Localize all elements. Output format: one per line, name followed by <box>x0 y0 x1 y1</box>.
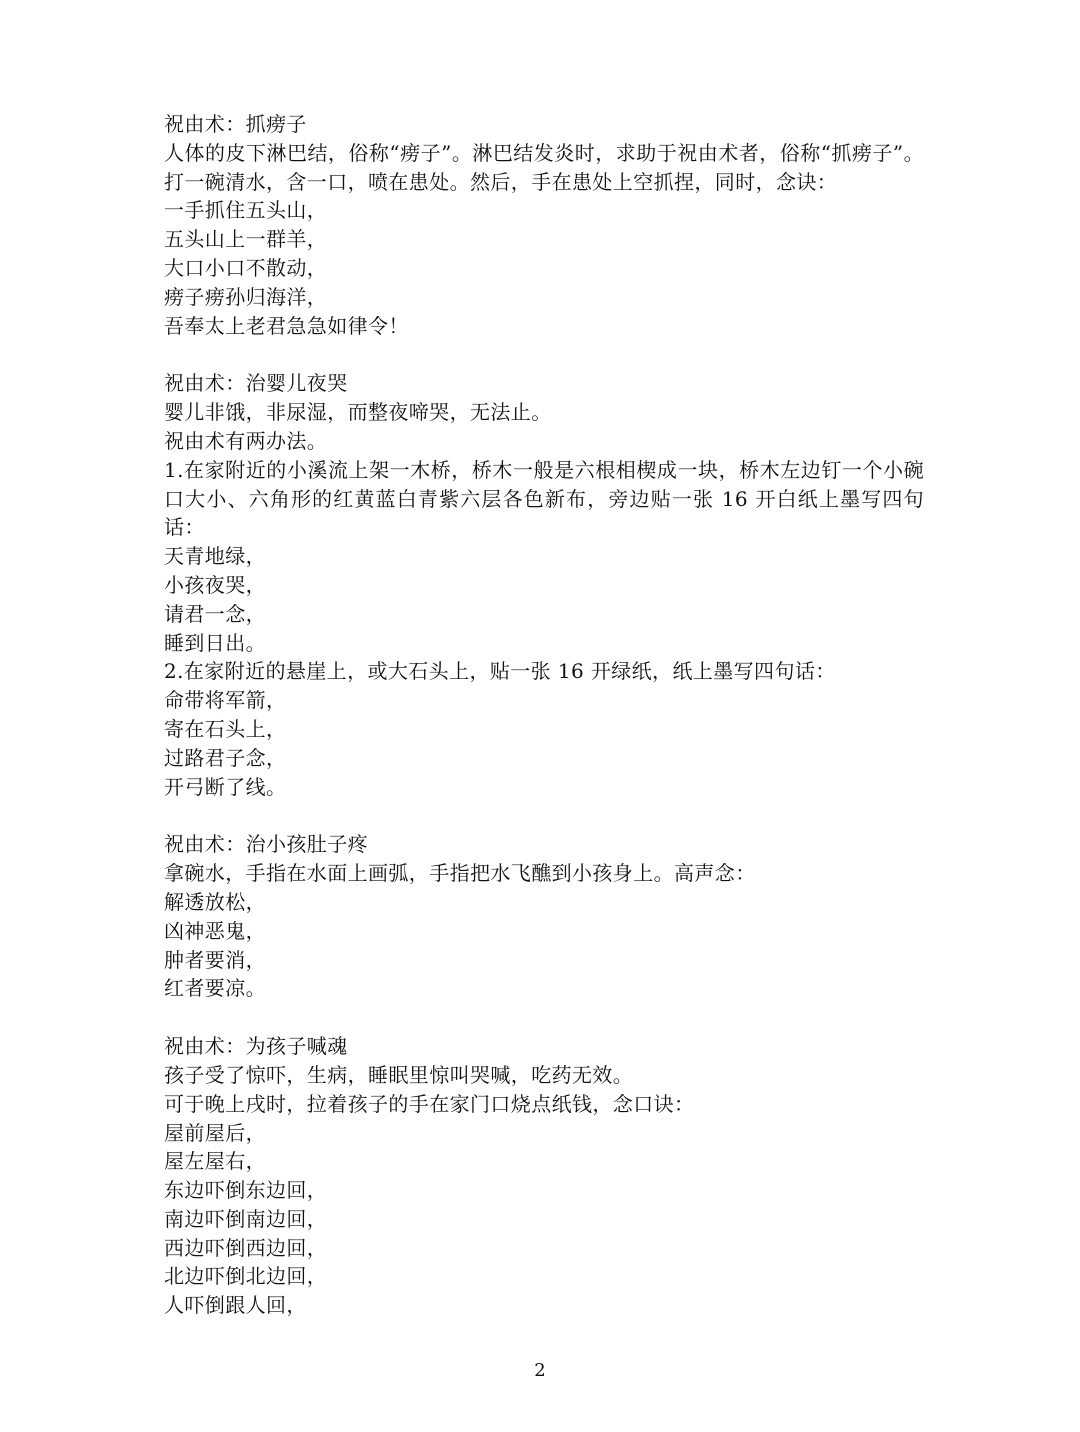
section-paragraph: 人体的皮下淋巴结，俗称“痨子”。淋巴结发炎时，求助于祝由术者，俗称“抓痨子”。打一碗清水，含一口，喷在患处。然后，手在患处上空抓捏，同时，念诀： <box>164 140 924 194</box>
chant-line: 解透放松， <box>164 889 266 914</box>
chant-line: 请君一念， <box>164 601 266 626</box>
chant-line: 北边吓倒北边回， <box>164 1264 328 1289</box>
chant-line: 过路君子念， <box>164 745 287 770</box>
body-line: 孩子受了惊吓，生病，睡眠里惊叫哭喊，吃药无效。 <box>164 1062 634 1087</box>
body-line: 拿碗水，手指在水面上画弧，手指把水飞醮到小孩身上。高声念： <box>164 861 756 886</box>
section-title: 祝由术：抓痨子 <box>164 112 307 136</box>
chant-line: 小孩夜哭， <box>164 572 266 597</box>
chant-line: 屋左屋右， <box>164 1149 266 1174</box>
chant-line: 睡到日出。 <box>164 630 266 655</box>
chant-line: 吾奉太上老君急急如律令！ <box>164 313 409 338</box>
chant-line: 痨子痨孙归海洋， <box>164 284 328 309</box>
chant-line: 东边吓倒东边回， <box>164 1178 328 1203</box>
section-zhua-laozi <box>164 110 924 340</box>
body-line: 可于晚上戌时，拉着孩子的手在家门口烧点纸钱，念口诀： <box>164 1091 695 1116</box>
section-title: 祝由术：治小孩肚子疼 <box>164 832 368 857</box>
section-title: 祝由术：为孩子喊魂 <box>164 1034 348 1059</box>
chant-line: 凶神恶鬼， <box>164 918 266 943</box>
chant-line: 天青地绿， <box>164 544 266 569</box>
chant-line: 命带将军箭， <box>164 688 287 713</box>
body-line: 婴儿非饿，非尿湿，而整夜啼哭，无法止。 <box>164 400 552 425</box>
chant-line: 红者要凉。 <box>164 976 266 1001</box>
document-page <box>164 110 924 1320</box>
chant-line: 寄在石头上， <box>164 716 287 741</box>
chant-line: 五头山上一群羊， <box>164 227 328 252</box>
section-soul-calling <box>164 1032 924 1320</box>
section-infant-night-crying <box>164 369 924 801</box>
method-2-line: 2.在家附近的悬崖上，或大石头上，贴一张 16 开绿纸，纸上墨写四句话： <box>164 659 836 684</box>
section-child-stomachache <box>164 830 924 1003</box>
chant-line: 屋前屋后， <box>164 1120 266 1145</box>
body-line: 祝由术有两办法。 <box>164 428 328 453</box>
chant-line: 一手抓住五头山， <box>164 198 328 223</box>
chant-line: 西边吓倒西边回， <box>164 1235 328 1260</box>
section-title: 祝由术：治婴儿夜哭 <box>164 371 348 396</box>
chant-line: 开弓断了线。 <box>164 774 287 799</box>
method-1-paragraph: 1.在家附近的小溪流上架一木桥，桥木一般是六根相楔成一块，桥木左边钉一个小碗口大小、六角形的红黄蓝白青紫六层各色新布，旁边贴一张 16 开白纸上墨写四句话： <box>164 457 924 540</box>
chant-line: 人吓倒跟人回， <box>164 1293 307 1318</box>
chant-line: 南边吓倒南边回， <box>164 1206 328 1231</box>
chant-line: 肿者要消， <box>164 947 266 972</box>
chant-line: 大口小口不散动， <box>164 255 328 280</box>
page-number: 2 <box>534 1360 546 1381</box>
